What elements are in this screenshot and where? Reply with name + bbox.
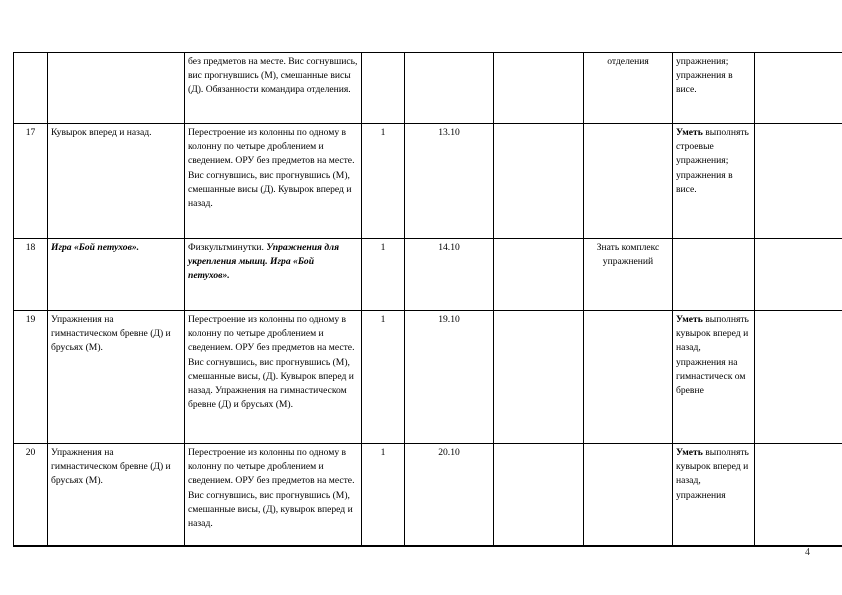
lesson-fact-date <box>494 53 584 124</box>
table-row <box>14 124 842 239</box>
skill-requirement <box>673 239 755 311</box>
knowledge-requirement <box>584 311 673 444</box>
table-row <box>14 444 842 546</box>
lesson-content: без предметов на месте. Вис согнувшись, вис прогнувшись (М), смешанные висы (Д). Обязанности командира отделения. <box>185 53 362 124</box>
lesson-date <box>405 53 494 124</box>
empty-cell <box>755 311 842 444</box>
empty-cell <box>755 53 842 124</box>
lesson-fact-date <box>494 124 584 239</box>
lesson-topic: Игра «Бой петухов». <box>48 239 185 311</box>
lesson-content: Перестроение из колонны по одному в колонну по четыре дроблением и сведением. ОРУ без предметов на месте. Вис согнувшись, вис прогнувшись (М), смешанные висы (Д). Кувырок вперед и назад. <box>185 124 362 239</box>
knowledge-requirement: Знать комплекс упражнений <box>584 239 673 311</box>
lesson-hours: 1 <box>362 311 405 444</box>
lesson-content <box>185 239 362 311</box>
row-number: 20 <box>14 444 48 546</box>
skill-text: выполнять строевые упражнения; упражнения в висе. <box>676 127 749 195</box>
lesson-plan-table <box>13 52 842 547</box>
lesson-fact-date <box>494 239 584 311</box>
skill-lead: Уметь <box>676 447 703 458</box>
skill-requirement <box>673 444 755 546</box>
knowledge-requirement: отделения <box>584 53 673 124</box>
lesson-date: 20.10 <box>405 444 494 546</box>
skill-requirement <box>673 124 755 239</box>
lesson-date: 14.10 <box>405 239 494 311</box>
row-number <box>14 53 48 124</box>
lesson-topic: Упражнения на гимнастическом бревне (Д) и брусьях (М). <box>48 444 185 546</box>
table-row <box>14 311 842 444</box>
lesson-hours: 1 <box>362 124 405 239</box>
lesson-content: Перестроение из колонны по одному в колонну по четыре дроблением и сведением. ОРУ без предметов на месте. Вис согнувшись, вис прогнувшись (М), смешанные висы, (Д), кувырок вперед и назад. <box>185 444 362 546</box>
empty-cell <box>755 239 842 311</box>
skill-lead: Уметь <box>676 314 703 325</box>
skill-lead: Уметь <box>676 127 703 138</box>
skill-requirement <box>673 311 755 444</box>
skill-text: выполнять кувырок вперед и назад, упражнения на гимнастическ ом бревне <box>676 314 749 397</box>
lesson-fact-date <box>494 311 584 444</box>
knowledge-requirement <box>584 444 673 546</box>
skill-requirement: упражнения; упражнения в висе. <box>673 53 755 124</box>
lesson-fact-date <box>494 444 584 546</box>
lesson-date: 13.10 <box>405 124 494 239</box>
lesson-topic: Кувырок вперед и назад. <box>48 124 185 239</box>
lesson-hours: 1 <box>362 444 405 546</box>
lesson-hours <box>362 53 405 124</box>
page-number: 4 <box>805 547 810 558</box>
table-row <box>14 239 842 311</box>
row-number: 18 <box>14 239 48 311</box>
lesson-topic <box>48 53 185 124</box>
lesson-content: Перестроение из колонны по одному в колонну по четыре дроблением и сведением. ОРУ без предметов на месте. Вис согнувшись, вис прогнувшись (М), смешанные висы, (Д). Кувырок вперед и назад. Упражнения на гимнастическом бревне (Д) и брусьях (М). <box>185 311 362 444</box>
lesson-date: 19.10 <box>405 311 494 444</box>
table-row <box>14 53 842 124</box>
row-number: 19 <box>14 311 48 444</box>
lesson-topic: Упражнения на гимнастическом бревне (Д) и брусьях (М). <box>48 311 185 444</box>
lesson-hours: 1 <box>362 239 405 311</box>
row-number: 17 <box>14 124 48 239</box>
content-italic: Упражнения для укрепления мышц. Игра «Бой петухов». <box>188 242 340 282</box>
empty-cell <box>755 124 842 239</box>
content-plain: Физкультминутки. <box>188 242 264 253</box>
knowledge-requirement <box>584 124 673 239</box>
skill-text: выполнять кувырок вперед и назад, упражнения <box>676 447 749 501</box>
empty-cell <box>755 444 842 546</box>
